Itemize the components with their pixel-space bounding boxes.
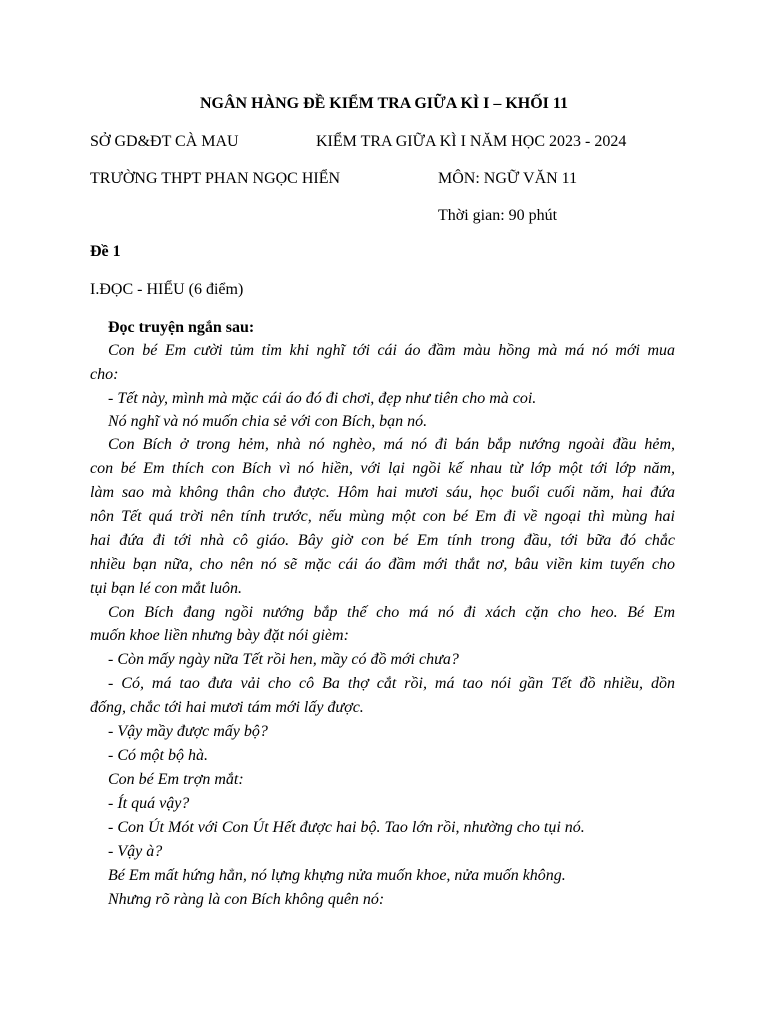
passage-line: Con Bích ở trong hẻm, nhà nó nghèo, má nó đi bán bắp nướng ngoài đầu hẻm, bbox=[108, 436, 675, 453]
passage-line: Bé Em mất hứng hẳn, nó lựng khựng nửa muốn khoe, nửa muốn không. bbox=[108, 867, 566, 884]
passage-line: đống, chắc tới hai mươi tám mới lấy được. bbox=[90, 699, 364, 716]
passage-line: - Con Út Mót với Con Út Hết được hai bộ. Tao lớn rồi, nhường cho tụi nó. bbox=[108, 819, 585, 836]
exam-label: Đề 1 bbox=[90, 243, 121, 260]
passage-line: Con bé Em trợn mắt: bbox=[108, 771, 244, 788]
passage-line: hai đứa đi tới nhà cô giáo. Bây giờ con bé Em tính trong đầu, tới bữa đó chắc bbox=[90, 532, 675, 549]
passage-line: Con bé Em cười tủm tỉm khi nghĩ tới cái áo đầm màu hồng mà má nó mới mua bbox=[108, 342, 675, 359]
passage-line: Nó nghĩ và nó muốn chia sẻ với con Bích, bạn nó. bbox=[108, 413, 428, 430]
department-name: SỞ GD&ĐT CÀ MAU bbox=[90, 133, 239, 150]
passage-line: con bé Em thích con Bích vì nó hiền, với lại ngồi kế nhau từ lớp một tới lớp năm, bbox=[90, 460, 675, 477]
exam-duration: Thời gian: 90 phút bbox=[438, 207, 558, 224]
passage-line: nôn Tết quá trời nên tính trước, nếu mùng một con bé Em đi về ngoại thì mùng hai bbox=[90, 508, 675, 525]
passage-line: tụi bạn lé con mắt luôn. bbox=[90, 580, 242, 597]
passage-line: - Vậy à? bbox=[108, 843, 163, 860]
passage-line: Nhưng rõ ràng là con Bích không quên nó: bbox=[108, 891, 385, 908]
passage-line: - Có một bộ hà. bbox=[108, 747, 208, 764]
passage-line: - Tết này, mình mà mặc cái áo đó đi chơi, đẹp như tiên cho mà coi. bbox=[108, 390, 537, 407]
page-title: NGÂN HÀNG ĐỀ KIỂM TRA GIỮA KÌ I – KHỐI 11 bbox=[199, 95, 569, 112]
exam-name: KIỂM TRA GIỮA KÌ I NĂM HỌC 2023 - 2024 bbox=[316, 133, 627, 150]
passage-line: Con Bích đang ngồi nướng bắp thế cho má nó đi xách cặn cho heo. Bé Em bbox=[108, 604, 675, 621]
passage-line: nhiều bạn nữa, cho nên nó sẽ mặc cái áo đầm mới thắt nơ, bâu viền kim tuyến cho bbox=[90, 556, 675, 573]
passage-line: làm sao mà không thân cho được. Hôm hai mươi sáu, học buổi cuối năm, hai đứa bbox=[90, 484, 675, 501]
passage-line: cho: bbox=[90, 366, 119, 383]
passage-line: muốn khoe liền nhưng bày đặt nói gièm: bbox=[90, 627, 349, 644]
part-heading: I.ĐỌC - HIỂU (6 điểm) bbox=[90, 281, 244, 298]
subject-name: MÔN: NGỮ VĂN 11 bbox=[438, 170, 578, 187]
passage-line: - Có, má tao đưa vải cho cô Ba thợ cắt rồi, má tao nói gần Tết đồ nhiều, dồn bbox=[108, 675, 675, 692]
passage-line: - Còn mấy ngày nữa Tết rồi hen, mầy có đồ mới chưa? bbox=[108, 651, 459, 668]
passage-line: - Ít quá vậy? bbox=[108, 795, 190, 812]
school-name: TRƯỜNG THPT PHAN NGỌC HIỂN bbox=[90, 170, 341, 187]
passage-line: - Vậy mầy được mấy bộ? bbox=[108, 723, 268, 740]
reading-instruction: Đọc truyện ngắn sau: bbox=[108, 319, 255, 336]
